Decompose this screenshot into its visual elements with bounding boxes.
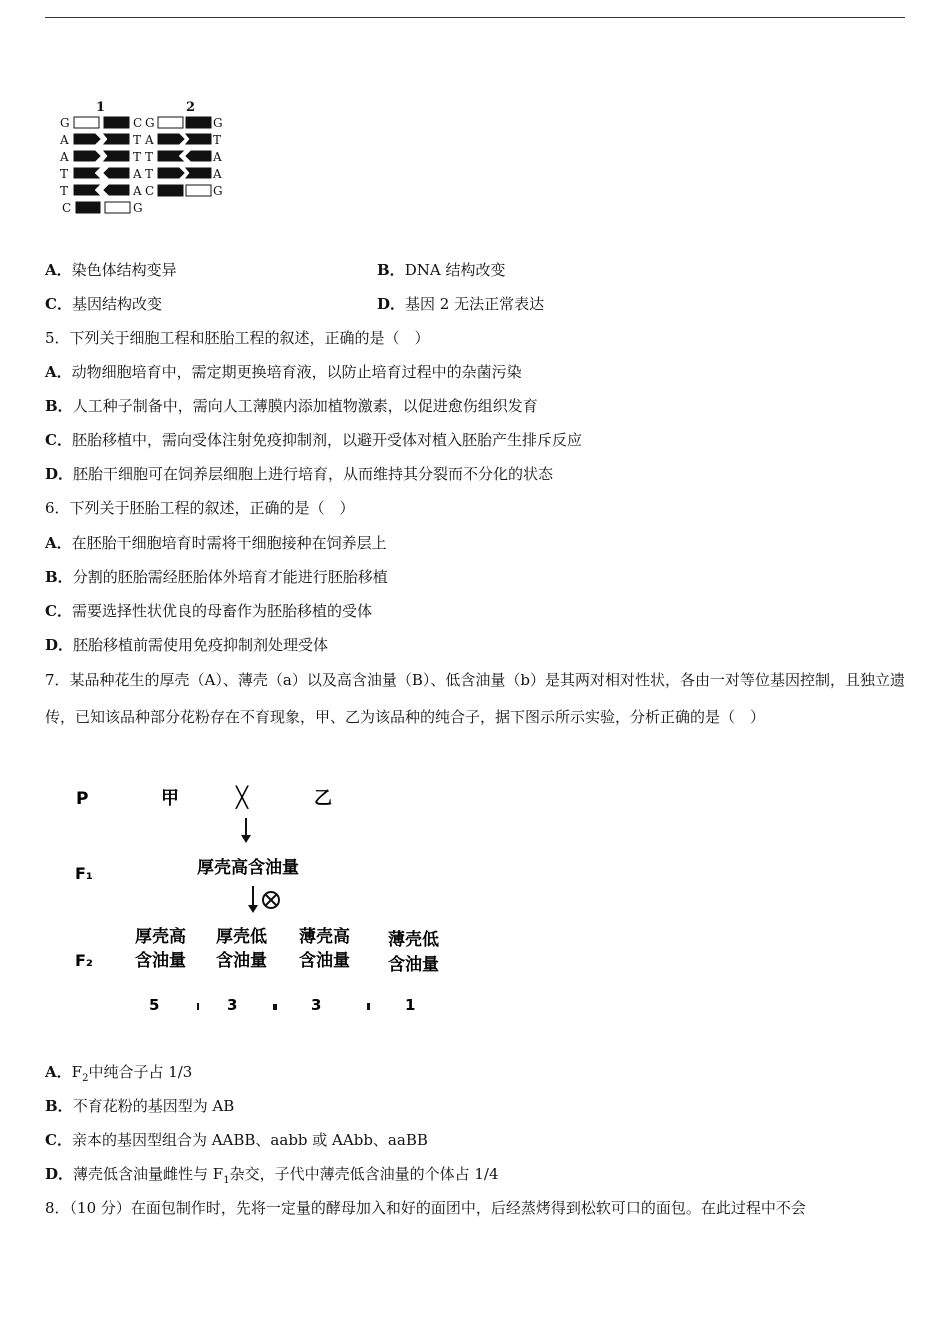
q4-option-d[interactable]	[377, 294, 544, 314]
p-generation-label: P	[76, 789, 89, 809]
base-label: T	[213, 133, 222, 147]
option-label: C．	[45, 1131, 72, 1149]
subscript: 2	[82, 1073, 89, 1084]
option-label: B．	[45, 397, 73, 415]
f1-phenotype: 厚壳高含油量	[197, 858, 299, 878]
down-arrow-icon	[241, 818, 251, 843]
q7-option-d[interactable]	[45, 1164, 499, 1191]
option-text: 分割的胚胎需经胚胎体外培育才能进行胚胎移植	[72, 568, 388, 586]
q8-stem: 8．（10 分）在面包制作时，先将一定量的酵母加入和好的面团中，后经蒸烤得到松软可口的面包。在此过程中不会	[45, 1199, 806, 1217]
base-label: A	[213, 150, 222, 164]
option-label: D．	[45, 465, 74, 483]
q4-option-a[interactable]	[45, 260, 177, 280]
q6-option-c[interactable]	[45, 601, 372, 621]
f2-phenotype-line2: 含油量	[299, 951, 350, 971]
q5-option-b[interactable]	[45, 396, 538, 416]
option-text: F	[71, 1063, 83, 1081]
option-text: 亲本的基因型组合为 AABB、aabb 或 AAbb、aaBB	[71, 1131, 428, 1149]
option-text: 在胚胎干细胞培育时需将干细胞接种在饲养层上	[71, 534, 387, 552]
parent-jia: 甲	[161, 788, 179, 809]
option-label: C．	[45, 295, 72, 313]
option-label: C．	[45, 602, 72, 620]
option-label: B．	[377, 261, 405, 279]
q6-stem: 6．下列关于胚胎工程的叙述，正确的是（ ）	[45, 499, 355, 517]
option-label: D．	[45, 1165, 74, 1183]
option-text: 薄壳低含油量雌性与 F	[73, 1165, 224, 1183]
q5-option-c[interactable]	[45, 430, 582, 450]
base-label: G	[213, 116, 223, 130]
f2-phenotype-line1: 厚壳低	[216, 927, 267, 947]
q6-option-b[interactable]	[45, 567, 388, 587]
base-label: A	[133, 184, 142, 198]
f2-ratio-value: 5	[149, 996, 160, 1014]
option-label: A．	[45, 1063, 72, 1081]
option-text: DNA 结构改变	[404, 261, 506, 279]
q7-option-a[interactable]	[45, 1062, 192, 1089]
base-label: G	[133, 201, 143, 215]
f2-phenotype-line2: 含油量	[388, 955, 439, 975]
q5-stem: 5．下列关于细胞工程和胚胎工程的叙述，正确的是（ ）	[45, 329, 430, 347]
option-text: 人工种子制备中，需向人工薄膜内添加植物激素，以促进愈伤组织发育	[72, 397, 538, 415]
header-rule	[45, 17, 905, 18]
parent-yi: 乙	[314, 788, 332, 809]
f2-phenotype-line1: 薄壳低	[388, 930, 439, 950]
q7-option-c[interactable]	[45, 1130, 428, 1150]
base-label: A	[213, 167, 222, 181]
option-text: 胚胎移植中，需向受体注射免疫抑制剂，以避开受体对植入胚胎产生排斥反应	[71, 431, 582, 449]
option-label: A．	[45, 261, 72, 279]
option-text: 基因结构改变	[71, 295, 162, 313]
option-label: C．	[45, 431, 72, 449]
base-label: T	[60, 184, 69, 198]
option-text: 胚胎移植前需使用免疫抑制剂处理受体	[73, 636, 329, 654]
gene-number-1: 1	[96, 100, 106, 115]
option-label: B．	[45, 568, 73, 586]
genetic-cross-diagram	[60, 780, 460, 1025]
q5-option-a[interactable]	[45, 362, 522, 382]
option-text: 杂交，子代中薄壳低含油量的个体占 1/4	[229, 1165, 499, 1183]
base-label: C	[145, 184, 155, 198]
option-label: A．	[45, 534, 72, 552]
f2-phenotype-line2: 含油量	[135, 951, 186, 971]
q6-option-d[interactable]	[45, 635, 328, 655]
base-label: T	[145, 150, 154, 164]
option-text: 染色体结构变异	[71, 261, 177, 279]
q7-option-b[interactable]	[45, 1096, 234, 1116]
option-label: A．	[45, 363, 72, 381]
option-label: D．	[377, 295, 406, 313]
q4-option-b[interactable]	[377, 260, 505, 280]
base-label: C	[133, 116, 143, 130]
f2-ratio-value: 3	[227, 996, 238, 1014]
gene-number-2: 2	[186, 100, 196, 115]
option-text: 基因 2 无法正常表达	[405, 295, 545, 313]
dna-gene-figure	[55, 98, 235, 220]
option-text: 中纯合子占 1/3	[88, 1063, 193, 1081]
base-label: T	[145, 167, 154, 181]
f1-generation-label: F₁	[75, 864, 93, 883]
f2-phenotype-line1: 厚壳高	[135, 927, 186, 947]
f2-ratio-value: 1	[405, 996, 416, 1014]
base-label: C	[62, 201, 72, 215]
base-label: T	[133, 133, 142, 147]
option-text: 胚胎干细胞可在饲养层细胞上进行培育，从而维持其分裂而不分化的状态	[73, 465, 554, 483]
base-label: G	[145, 116, 155, 130]
option-label: B．	[45, 1097, 73, 1115]
base-label: A	[60, 133, 69, 147]
subscript: 1	[223, 1175, 230, 1186]
q5-option-d[interactable]	[45, 464, 553, 484]
q7-stem: 7．某品种花生的厚壳（A）、薄壳（a）以及高含油量（B）、低含油量（b）是其两对相对性状，各由一对等位基因控制，且独立遗传，已知该品种部分花粉存在不育现象，甲、乙为该品种的纯合子，据下图示所示实验，分析正确的是（ ）	[45, 671, 905, 726]
base-label: G	[213, 184, 223, 198]
base-label: T	[60, 167, 69, 181]
cross-symbol: ╳	[236, 785, 249, 809]
base-label: A	[133, 167, 142, 181]
base-label: A	[60, 150, 69, 164]
base-label: A	[145, 133, 154, 147]
q4-option-c[interactable]	[45, 294, 162, 314]
base-label: T	[133, 150, 142, 164]
option-text: 需要选择性状优良的母畜作为胚胎移植的受体	[71, 602, 372, 620]
down-arrow-icon	[248, 886, 258, 913]
option-text: 不育花粉的基因型为 AB	[72, 1097, 235, 1115]
f2-phenotype-line2: 含油量	[216, 951, 267, 971]
q6-option-a[interactable]	[45, 533, 387, 553]
base-label: G	[60, 116, 70, 130]
option-label: D．	[45, 636, 74, 654]
f2-phenotype-line1: 薄壳高	[299, 927, 350, 947]
option-text: 动物细胞培育中，需定期更换培育液，以防止培育过程中的杂菌污染	[71, 363, 522, 381]
f2-ratio-value: 3	[311, 996, 322, 1014]
self-cross-icon	[263, 892, 279, 908]
f2-generation-label: F₂	[75, 951, 93, 970]
